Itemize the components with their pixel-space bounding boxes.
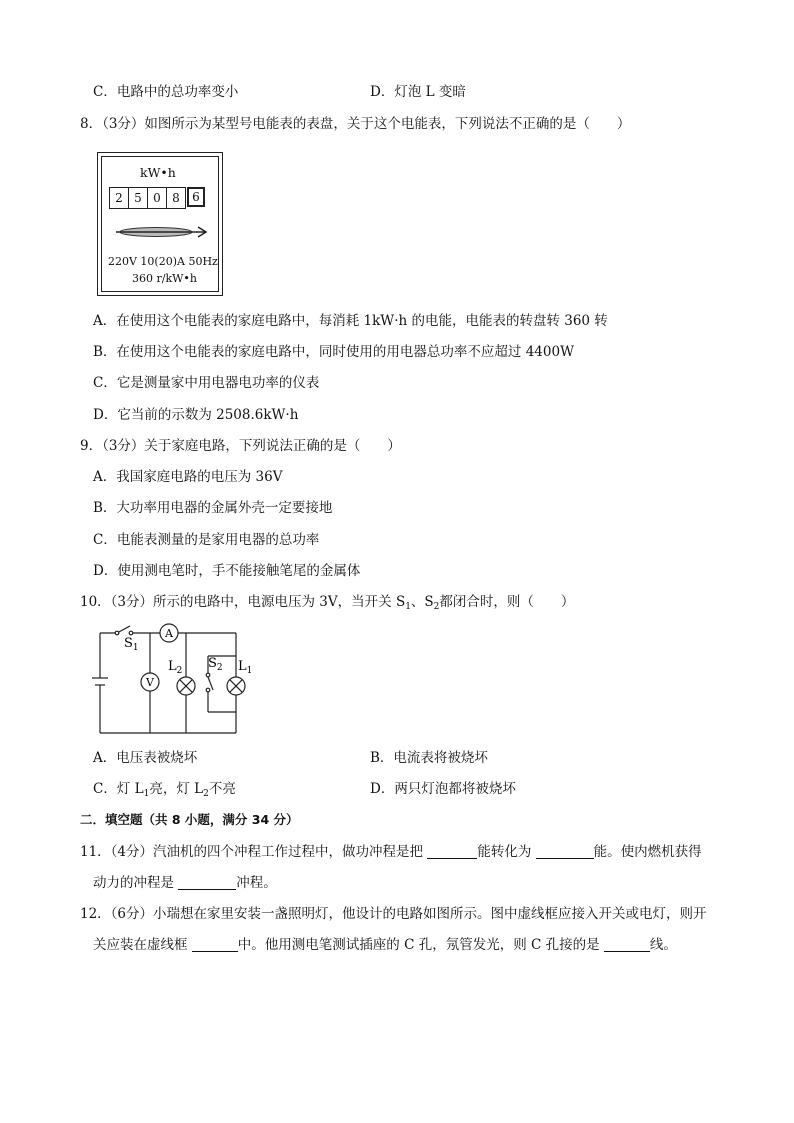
q11-line1 [80,842,702,862]
q10-stem-part-a: 10．（3分）所示的电路中，电源电压为 3V，当开关 S [80,594,406,610]
q10-option-a: A．电压表被烧坏 [93,750,198,766]
ammeter-label: A [165,627,173,640]
q10-stem-part-b: 、S [410,594,434,610]
q12-blank-2[interactable] [604,937,650,952]
meter-digit-decimal: 6 [187,187,205,207]
meter-digit-2: 5 [128,187,148,209]
q10-option-c-part-b: 亮，灯 L [149,781,204,797]
q9-option-a: A．我国家庭电路的电压为 36V [93,469,283,485]
q8-stem: 8．（3分）如图所示为某型号电能表的表盘，关于这个电能表，下列说法不正确的是（ ） [80,116,631,132]
meter-spec-line2: 360 r/kW•h [132,272,198,285]
circuit-diagram [90,620,260,740]
section-heading: 二．填空题（共 8 小题，满分 34 分） [80,812,299,827]
q11-blank-1[interactable] [427,844,477,859]
q10-option-b: B．电流表将被烧坏 [370,750,488,766]
meter-digit-3: 0 [147,187,167,209]
meter-digits [109,187,204,209]
q9-option-b: B．大功率用电器的金属外壳一定要接地 [93,500,333,516]
q10-option-c-part-c: 不亮 [208,781,236,797]
q12-line1: 12．（6分）小瑞想在家里安装一盏照明灯，他设计的电路如图所示。图中虚线框应接入开关或电灯，则开 [80,906,707,922]
lamp-l2-label: $L_2$ [168,659,183,676]
q11-text-e: 冲程。 [236,875,277,891]
q10-stem-s1-sub: 1 [405,602,411,612]
q12-text-c: 线。 [649,937,677,953]
q10-option-c [93,779,236,804]
q11-text-b: 能转化为 [477,844,532,860]
lamp-l1-label: $L_1$ [238,659,253,676]
q8-option-a: A．在使用这个电能表的家庭电路中，每消耗 1kW·h 的电能，电能表的转盘转 360 转 [93,313,608,329]
q12-blank-1[interactable] [192,937,238,952]
switch-s2-label: $S_2$ [208,656,223,673]
prev-option-c: C．电路中的总功率变小 [93,84,239,100]
meter-unit: kW•h [140,165,176,180]
q10-stem [80,592,574,617]
q11-line2 [93,873,277,893]
lamp-l1-icon [227,677,245,695]
q9-stem: 9．（3分）关于家庭电路，下列说法正确的是（ ） [80,438,401,454]
q11-text-c: 能。使内燃机获得 [593,844,702,860]
q10-option-c-sub1: 1 [143,789,150,799]
switch-s1-label: $S_1$ [124,636,139,653]
q11-text-a: 11．（4分）汽油机的四个冲程工作过程中，做功冲程是把 [80,844,424,860]
q12-text-b: 中。他用测电笔测试插座的 C 孔，氖管发光，则 C 孔接的是 [237,937,600,953]
q11-blank-3[interactable] [178,875,236,890]
q8-option-d: D．它当前的示数为 2508.6kW·h [93,407,299,423]
voltmeter-label: V [146,676,154,689]
q11-blank-2[interactable] [536,844,594,859]
q9-option-c: C．电能表测量的是家用电器的总功率 [93,532,320,548]
q12-text-a: 关应装在虚线框 [93,937,188,953]
q10-stem-part-c: 都闭合时，则（ ） [439,594,575,610]
q10-stem-s2-sub: 2 [433,602,440,612]
meter-rotor-icon [112,222,212,242]
q10-option-c-sub2: 2 [203,789,209,799]
meter-spec-line1: 220V 10(20)A 50Hz [108,255,218,268]
q10-option-c-part-a: C．灯 L [93,781,144,797]
q10-option-d: D．两只灯泡都将被烧坏 [370,781,516,797]
meter-digit-1: 2 [109,187,129,209]
q8-option-b: B．在使用这个电能表的家庭电路中，同时使用的用电器总功率不应超过 4400W [93,344,574,360]
prev-option-d: D．灯泡 L 变暗 [370,84,466,100]
meter-digit-4: 8 [166,187,186,209]
q8-option-c: C．它是测量家中用电器电功率的仪表 [93,375,320,391]
q12-line2 [93,935,677,955]
q9-option-d: D．使用测电笔时，手不能接触笔尾的金属体 [93,563,361,579]
q11-text-d: 动力的冲程是 [93,875,174,891]
lamp-l2-icon [177,677,195,695]
